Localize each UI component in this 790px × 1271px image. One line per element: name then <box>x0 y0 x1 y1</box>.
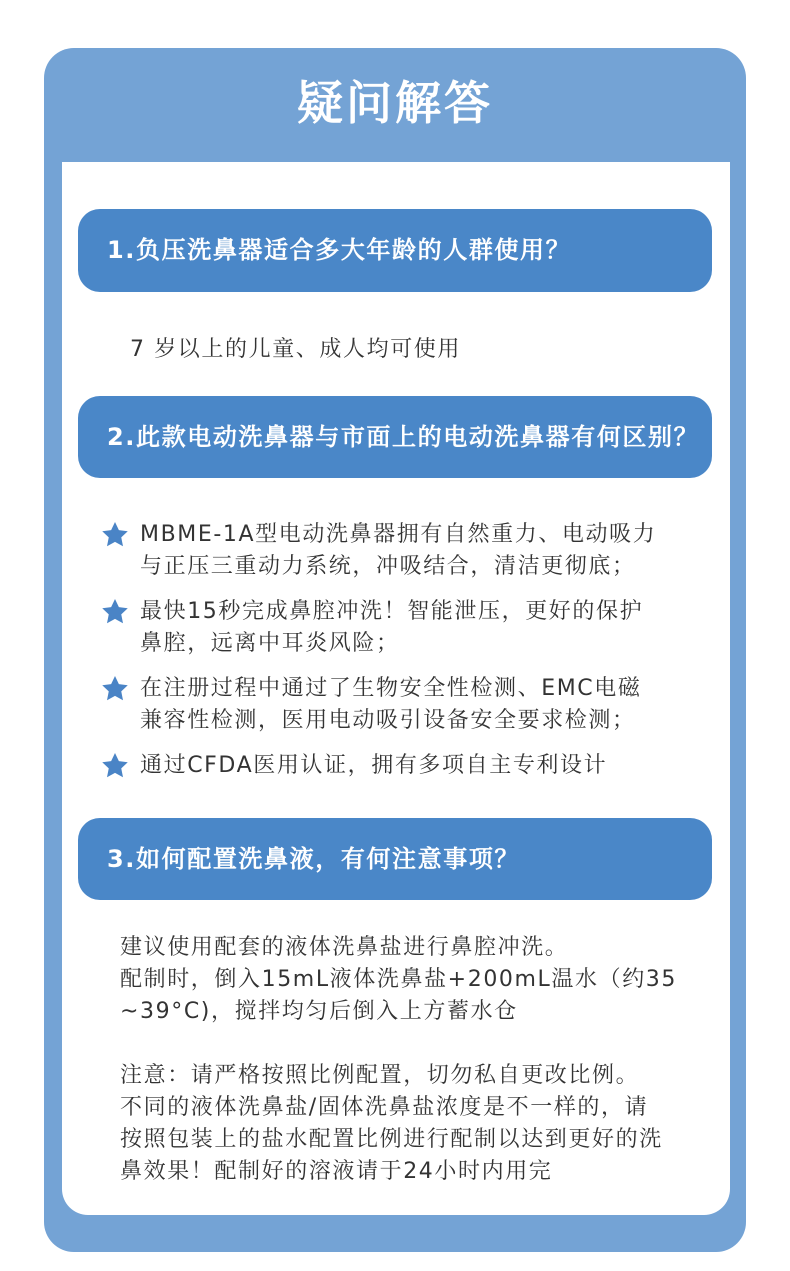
answer-1-line: 7 岁以上的儿童、成人均可使用 <box>130 337 461 362</box>
bullet-line: 与正压三重动力系统，冲吸结合，清洁更彻底； <box>140 554 636 579</box>
bullet-text <box>140 596 643 660</box>
answer-3-line: 按照包装上的盐水配置比例进行配制以达到更好的洗 <box>120 1127 663 1152</box>
answer-1 <box>130 334 461 366</box>
question-1-bar: 1.负压洗鼻器适合多大年龄的人群使用？ <box>78 209 712 292</box>
bullet-text <box>140 519 656 583</box>
answer-3 <box>120 932 677 1188</box>
bullet-line: 通过CFDA医用认证，拥有多项自主专利设计 <box>140 753 608 778</box>
answer-3-note-paragraph <box>120 1060 677 1188</box>
answer-2-bullet-list <box>100 519 720 795</box>
question-2-bar: 2.此款电动洗鼻器与市面上的电动洗鼻器有何区别？ <box>78 396 712 478</box>
faq-card <box>62 162 730 1215</box>
bullet-text <box>140 750 607 782</box>
bullet-line: 最快15秒完成鼻腔冲洗！智能泄压，更好的保护 <box>140 599 644 624</box>
bullet-item <box>100 596 720 660</box>
bullet-line: 兼容性检测，医用电动吸引设备安全要求检测； <box>140 708 636 733</box>
answer-3-line: 建议使用配套的液体洗鼻盐进行鼻腔冲洗。 <box>120 935 569 960</box>
answer-3-line: 鼻效果！配制好的溶液请于24小时内用完 <box>120 1159 553 1184</box>
bullet-item <box>100 750 720 782</box>
question-3-bar: 3.如何配置洗鼻液，有何注意事项？ <box>78 818 712 900</box>
bullet-line: MBME-1A型电动洗鼻器拥有自然重力、电动吸力 <box>140 522 657 547</box>
answer-3-line: 注意：请严格按照比例配置，切勿私自更改比例。 <box>120 1063 640 1088</box>
faq-panel <box>44 48 746 1252</box>
star-icon <box>100 519 130 551</box>
star-icon <box>100 673 130 705</box>
bullet-item <box>100 673 720 737</box>
star-icon <box>100 596 130 628</box>
star-icon <box>100 750 130 782</box>
bullet-line: 鼻腔，远离中耳炎风险； <box>140 631 400 656</box>
answer-3-line: ~39°C)，搅拌均匀后倒入上方蓄水仓 <box>120 999 518 1024</box>
answer-3-line: 不同的液体洗鼻盐/固体洗鼻盐浓度是不一样的，请 <box>120 1095 649 1120</box>
bullet-item <box>100 519 720 583</box>
bullet-line: 在注册过程中通过了生物安全性检测、EMC电磁 <box>140 676 642 701</box>
page-title: 疑问解答 <box>297 76 493 130</box>
bullet-text <box>140 673 641 737</box>
answer-3-line: 配制时，倒入15mL液体洗鼻盐+200mL温水（约35 <box>120 967 677 992</box>
answer-3-paragraph <box>120 932 677 1028</box>
